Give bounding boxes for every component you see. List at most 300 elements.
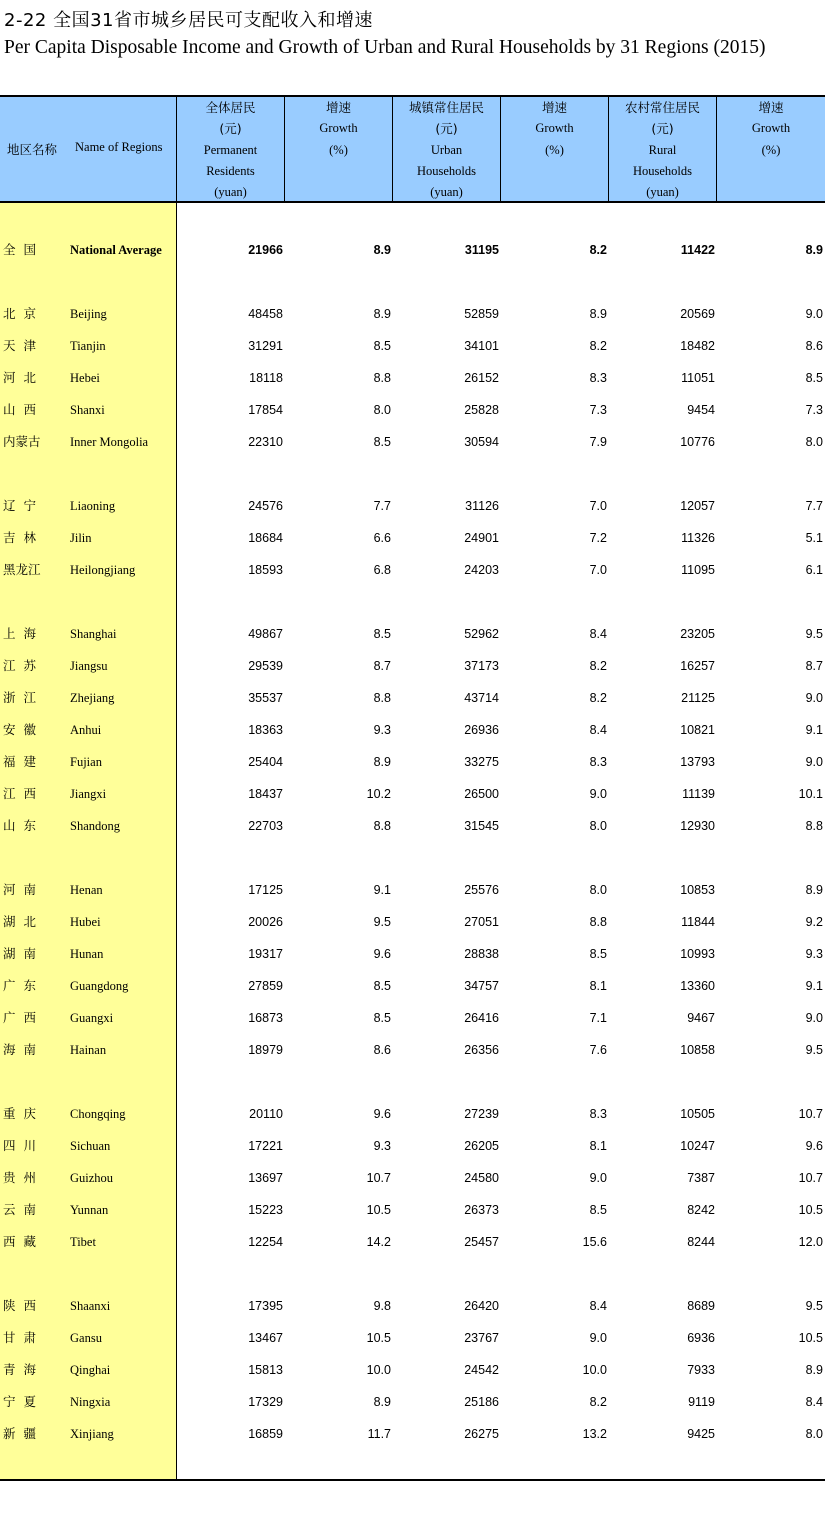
table-row [0,1322,825,1354]
value-cell: 10.0 [366,1363,391,1377]
value-cell: 7387 [687,1171,715,1185]
value-cell: 26416 [464,1011,499,1025]
region-name-chinese: 北 京 [3,306,36,321]
table-row [0,810,825,842]
header-column-6 [717,97,825,201]
value-cell: 6.1 [805,563,823,577]
value-cell: 34757 [464,979,499,993]
table-row [0,1098,825,1130]
value-cell: 12057 [680,499,715,513]
value-cell: 11844 [681,915,715,929]
value-cell: 18363 [248,723,283,737]
table-row [0,1226,825,1258]
value-cell: 22703 [248,819,283,833]
table-row [0,234,825,266]
value-cell: 24203 [464,563,499,577]
value-cell: 8.5 [373,435,391,449]
value-cell: 9.6 [373,947,391,961]
value-cell: 10.0 [582,1363,607,1377]
header-line: (元) [435,121,458,137]
value-cell: 7.7 [373,499,391,513]
value-cell: 21966 [248,243,283,257]
region-name-english: Gansu [70,1331,102,1345]
region-name-english: Shandong [70,819,120,833]
value-cell: 13697 [248,1171,283,1185]
value-cell: 9.5 [805,627,823,641]
column-divider [716,97,717,201]
value-cell: 8689 [687,1299,715,1313]
value-cell: 8.5 [373,627,391,641]
region-name-english: Anhui [70,723,102,737]
header-region-cn: 地区名称 [7,142,58,157]
table-row [0,330,825,362]
value-cell: 26500 [464,787,499,801]
value-cell: 8.2 [589,1395,607,1409]
value-cell: 27239 [464,1107,499,1121]
region-name-chinese: 西 藏 [3,1234,36,1249]
value-cell: 8.8 [589,915,607,929]
value-cell: 52962 [464,627,499,641]
value-cell: 8.9 [373,243,391,257]
header-line: (%) [329,142,348,157]
value-cell: 22310 [248,435,283,449]
value-cell: 8.7 [373,659,391,673]
value-cell: 25404 [248,755,283,769]
value-cell: 18437 [248,787,283,801]
value-cell: 23767 [464,1331,499,1345]
value-cell: 8.0 [589,819,607,833]
header-line: Growth [319,121,358,136]
value-cell: 9.0 [805,1011,823,1025]
value-cell: 13793 [680,755,715,769]
region-name-chinese: 江 苏 [3,658,36,673]
value-cell: 8.5 [589,947,607,961]
header-line: 城镇常住居民 [408,100,484,115]
value-cell: 9.0 [805,691,823,705]
column-divider [284,97,285,201]
value-cell: 19317 [248,947,283,961]
region-name-chinese: 重 庆 [3,1106,36,1121]
value-cell: 11051 [681,371,715,385]
header-line: 增速 [325,100,351,115]
value-cell: 7.3 [589,403,607,417]
value-cell: 26936 [464,723,499,737]
value-cell: 8.4 [589,1299,607,1313]
header-column-5 [609,97,716,201]
table-row [0,1386,825,1418]
region-name-chinese: 内蒙古 [3,434,41,449]
value-cell: 23205 [680,627,715,641]
region-name-chinese: 安 徽 [3,722,36,737]
region-name-chinese: 湖 南 [3,946,36,961]
value-cell: 11139 [682,787,715,801]
region-name-english: Henan [70,883,103,897]
value-cell: 18593 [248,563,283,577]
value-cell: 8.4 [589,723,607,737]
header-line: Growth [535,121,574,136]
value-cell: 8.8 [373,819,391,833]
value-cell: 8.1 [589,1139,607,1153]
value-cell: 17125 [248,883,283,897]
table-row [0,746,825,778]
region-name-chinese: 甘 肃 [3,1330,36,1345]
value-cell: 7.0 [589,563,607,577]
value-cell: 8.3 [589,755,607,769]
value-cell: 10247 [680,1139,715,1153]
value-cell: 8.7 [805,659,823,673]
value-cell: 10.5 [366,1203,391,1217]
value-cell: 15.6 [582,1235,607,1249]
value-cell: 8.8 [373,691,391,705]
table-row [0,1162,825,1194]
region-name-chinese: 河 北 [3,370,36,385]
bottom-rule [0,1479,825,1481]
value-cell: 5.1 [805,531,823,545]
table-row [0,874,825,906]
value-cell: 9.5 [805,1299,823,1313]
table-row [0,1194,825,1226]
value-cell: 13360 [680,979,715,993]
value-cell: 9.6 [373,1107,391,1121]
value-cell: 24580 [464,1171,499,1185]
value-cell: 8.5 [805,371,823,385]
region-name-english: Chongqing [70,1107,126,1121]
region-name-english: Fujian [70,755,102,769]
value-cell: 16257 [680,659,715,673]
region-name-english: Guizhou [70,1171,114,1185]
region-name-chinese: 新 疆 [3,1426,36,1441]
value-cell: 8.0 [373,403,391,417]
region-name-chinese: 河 南 [3,882,36,897]
value-cell: 48458 [248,307,283,321]
value-cell: 20026 [248,915,283,929]
header-line: (元) [219,121,242,137]
value-cell: 9.6 [805,1139,823,1153]
value-cell: 10821 [680,723,715,737]
value-cell: 8.8 [805,819,823,833]
table-row [0,1354,825,1386]
table-row [0,1130,825,1162]
value-cell: 10.5 [366,1331,391,1345]
table-row [0,778,825,810]
value-cell: 49867 [248,627,283,641]
value-cell: 8.2 [589,691,607,705]
value-cell: 9.5 [373,915,391,929]
value-cell: 11.7 [367,1427,391,1441]
value-cell: 8.9 [805,883,823,897]
region-name-english: Hebei [70,371,100,385]
header-line: Growth [751,121,791,136]
header-column-1 [177,97,284,201]
value-cell: 20569 [680,307,715,321]
value-cell: 26420 [464,1299,499,1313]
value-cell: 11326 [681,531,715,545]
value-cell: 8.2 [589,339,607,353]
value-cell: 8.6 [805,339,823,353]
value-cell: 8.3 [589,1107,607,1121]
region-name-chinese: 海 南 [3,1042,36,1057]
value-cell: 8.6 [373,1043,391,1057]
table-row [0,554,825,586]
value-cell: 8242 [687,1203,715,1217]
value-cell: 33275 [464,755,499,769]
table-row [0,682,825,714]
region-name-chinese: 广 西 [3,1010,36,1025]
value-cell: 9454 [687,403,715,417]
value-cell: 6.8 [373,563,391,577]
region-name-english: Hunan [70,947,104,961]
value-cell: 24901 [464,531,499,545]
value-cell: 6936 [687,1331,715,1345]
value-cell: 18482 [680,339,715,353]
value-cell: 12.0 [798,1235,823,1249]
value-cell: 7.2 [589,531,607,545]
region-name-english: Shanxi [70,403,105,417]
value-cell: 9.8 [373,1299,391,1313]
region-name-english: Zhejiang [70,691,115,705]
header-line: (yuan) [646,185,679,200]
value-cell: 21125 [681,691,715,705]
region-name-english: Beijing [70,307,107,321]
header-line: Residents [206,163,255,178]
header-line: (%) [545,142,564,157]
value-cell: 12930 [680,819,715,833]
value-cell: 8244 [687,1235,715,1249]
region-name-english: Sichuan [70,1139,111,1153]
header-line: (元) [651,121,674,137]
region-name-chinese: 四 川 [3,1138,36,1153]
table-title-english: Per Capita Disposable Income and Growth of Urban and Rural Households by 31 Regions (2015) [4,37,766,58]
value-cell: 9.1 [805,979,823,993]
region-name-english: Qinghai [70,1363,111,1377]
header-line: 农村常住居民 [624,100,700,115]
value-cell: 12254 [248,1235,283,1249]
value-cell: 9.2 [805,915,823,929]
value-cell: 8.0 [589,883,607,897]
region-name-chinese: 青 海 [3,1362,36,1377]
value-cell: 9467 [687,1011,715,1025]
value-cell: 7.6 [589,1043,607,1057]
value-cell: 17854 [248,403,283,417]
region-name-english: Shaanxi [70,1299,111,1313]
value-cell: 8.5 [373,339,391,353]
value-cell: 29539 [248,659,283,673]
region-name-chinese: 广 东 [3,978,36,993]
value-cell: 8.8 [373,371,391,385]
table-row [0,490,825,522]
header-line: (yuan) [430,185,463,200]
value-cell: 26152 [464,371,499,385]
table-row [0,714,825,746]
header-line: Urban [430,142,463,157]
value-cell: 8.1 [589,979,607,993]
region-name-english: Shanghai [70,627,117,641]
column-divider [500,97,501,201]
value-cell: 8.9 [373,1395,391,1409]
header-line: Permanent [203,142,258,157]
value-cell: 26205 [464,1139,499,1153]
value-cell: 16873 [248,1011,283,1025]
region-name-english: Jiangxi [70,787,107,801]
table-row [0,618,825,650]
value-cell: 30594 [464,435,499,449]
value-cell: 8.9 [805,243,823,257]
value-cell: 35537 [248,691,283,705]
table-row [0,970,825,1002]
value-cell: 14.2 [366,1235,391,1249]
value-cell: 8.9 [805,1363,823,1377]
value-cell: 27859 [248,979,283,993]
region-name-chinese: 山 东 [3,818,36,833]
value-cell: 10.7 [798,1171,823,1185]
value-cell: 25576 [464,883,499,897]
value-cell: 9.0 [589,787,607,801]
value-cell: 15223 [248,1203,283,1217]
value-cell: 8.4 [805,1395,823,1409]
header-line: Households [632,163,693,178]
table-row [0,650,825,682]
value-cell: 10.2 [366,787,391,801]
header-region-en: Name of Regions [75,140,163,154]
value-cell: 16859 [248,1427,283,1441]
region-name-english: Jilin [70,531,92,545]
region-name-english: Guangdong [70,979,129,993]
value-cell: 9.0 [589,1331,607,1345]
value-cell: 10993 [680,947,715,961]
value-cell: 10858 [680,1043,715,1057]
value-cell: 9.5 [805,1043,823,1057]
table-row [0,394,825,426]
value-cell: 31126 [465,499,499,513]
value-cell: 10.7 [366,1171,391,1185]
value-cell: 52859 [464,307,499,321]
region-name-chinese: 福 建 [3,754,36,769]
header-line: 全体居民 [205,100,256,115]
value-cell: 25186 [464,1395,499,1409]
region-name-chinese: 吉 林 [3,530,36,545]
table-row [0,426,825,458]
region-name-chinese: 浙 江 [3,690,36,705]
region-name-chinese: 上 海 [3,626,36,641]
region-name-english: National Average [70,243,162,257]
region-name-chinese: 湖 北 [3,914,36,929]
value-cell: 9.3 [373,1139,391,1153]
value-cell: 8.2 [589,243,607,257]
value-cell: 7.9 [589,435,607,449]
header-line: 增速 [541,100,567,115]
value-cell: 7.0 [589,499,607,513]
region-name-chinese: 黑龙江 [3,562,41,577]
value-cell: 25457 [464,1235,499,1249]
table-row [0,906,825,938]
region-name-chinese: 山 西 [3,402,36,417]
value-cell: 9.1 [373,883,391,897]
table-row [0,298,825,330]
value-cell: 24542 [464,1363,499,1377]
table-row [0,938,825,970]
region-name-chinese: 江 西 [3,786,36,801]
value-cell: 9.1 [805,723,823,737]
region-name-chinese: 天 津 [3,338,36,353]
table-row [0,1002,825,1034]
value-cell: 10.5 [798,1331,823,1345]
header-line: Rural [648,142,677,157]
value-cell: 9119 [688,1395,715,1409]
table-row [0,362,825,394]
value-cell: 17221 [248,1139,283,1153]
region-name-english: Xinjiang [70,1427,114,1441]
value-cell: 7.7 [805,499,823,513]
value-cell: 9425 [687,1427,715,1441]
value-cell: 31195 [464,243,499,257]
value-cell: 9.0 [589,1171,607,1185]
value-cell: 18118 [249,371,283,385]
value-cell: 18684 [248,531,283,545]
value-cell: 10.7 [798,1107,823,1121]
value-cell: 17395 [248,1299,283,1313]
value-cell: 11095 [681,563,715,577]
region-name-english: Heilongjiang [70,563,136,577]
value-cell: 34101 [464,339,499,353]
value-cell: 31545 [464,819,499,833]
region-name-english: Guangxi [70,1011,114,1025]
header-column-4 [501,97,608,201]
region-name-english: Yunnan [70,1203,109,1217]
value-cell: 8.9 [373,307,391,321]
value-cell: 10.5 [798,1203,823,1217]
value-cell: 8.5 [589,1203,607,1217]
value-cell: 7933 [687,1363,715,1377]
column-divider [392,97,393,201]
value-cell: 9.3 [805,947,823,961]
value-cell: 13.2 [582,1427,607,1441]
region-name-english: Tianjin [70,339,106,353]
value-cell: 10505 [680,1107,715,1121]
value-cell: 20110 [249,1107,283,1121]
value-cell: 8.5 [373,1011,391,1025]
value-cell: 8.4 [589,627,607,641]
value-cell: 26356 [464,1043,499,1057]
value-cell: 24576 [248,499,283,513]
region-name-chinese: 全 国 [3,242,36,257]
header-column-2 [285,97,392,201]
region-name-english: Tibet [70,1235,96,1249]
value-cell: 15813 [248,1363,283,1377]
table-row [0,1418,825,1450]
value-cell: 8.9 [373,755,391,769]
region-name-english: Hubei [70,915,101,929]
value-cell: 8.2 [589,659,607,673]
value-cell: 9.0 [805,755,823,769]
value-cell: 13467 [248,1331,283,1345]
region-name-chinese: 辽 宁 [3,498,36,513]
header-line: (%) [761,142,781,157]
region-name-english: Ningxia [70,1395,111,1409]
value-cell: 27051 [464,915,499,929]
value-cell: 7.3 [805,403,823,417]
value-cell: 17329 [248,1395,283,1409]
value-cell: 8.9 [589,307,607,321]
region-name-chinese: 云 南 [3,1202,36,1217]
header-line: (yuan) [214,185,247,200]
region-name-english: Hainan [70,1043,107,1057]
value-cell: 37173 [464,659,499,673]
value-cell: 43714 [464,691,499,705]
region-name-english: Jiangsu [70,659,108,673]
value-cell: 26373 [464,1203,499,1217]
value-cell: 8.5 [373,979,391,993]
value-cell: 7.1 [589,1011,607,1025]
